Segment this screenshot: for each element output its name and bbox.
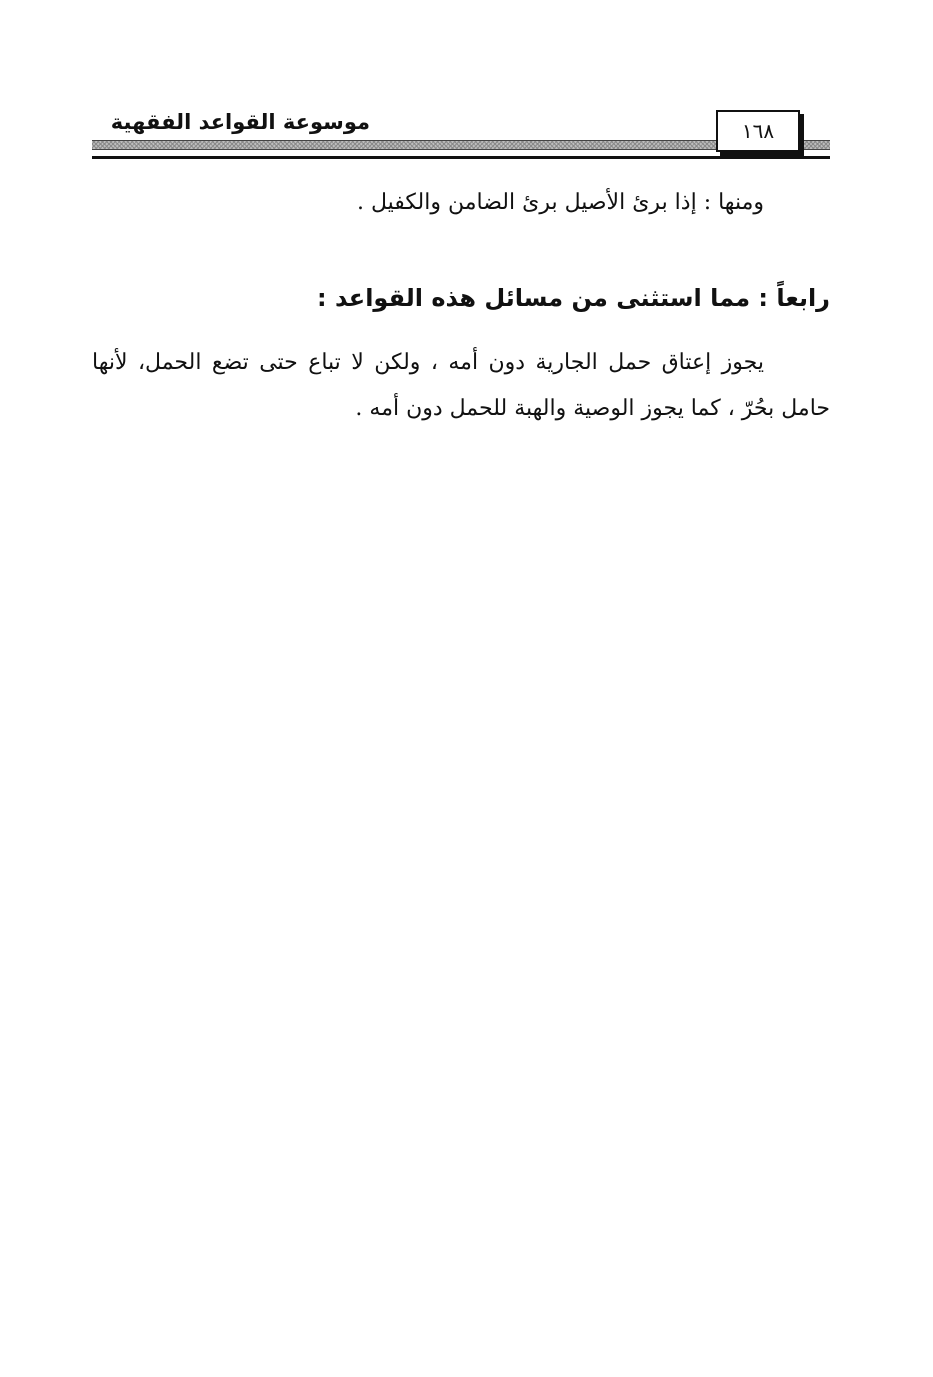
book-title: موسوعة القواعد الفقهية	[110, 110, 370, 134]
header-rule	[92, 156, 830, 159]
page-header	[92, 104, 830, 164]
paragraph-text: يجوز إعتاق حمل الجارية دون أمه ، ولكن لا تباع حتى تضع الحمل، لأنها حامل بحُرّ ، كما يجوز الوصية والهبة للحمل دون أمه .	[92, 350, 830, 421]
body-line: ومنها : إذا برئ الأصيل برئ الضامن والكفيل .	[356, 190, 764, 215]
section-heading: رابعاً : مما استثنى من مسائل هذه القواعد :	[316, 284, 830, 312]
body-paragraph	[92, 340, 830, 432]
page-number: ١٦٨	[716, 110, 800, 152]
